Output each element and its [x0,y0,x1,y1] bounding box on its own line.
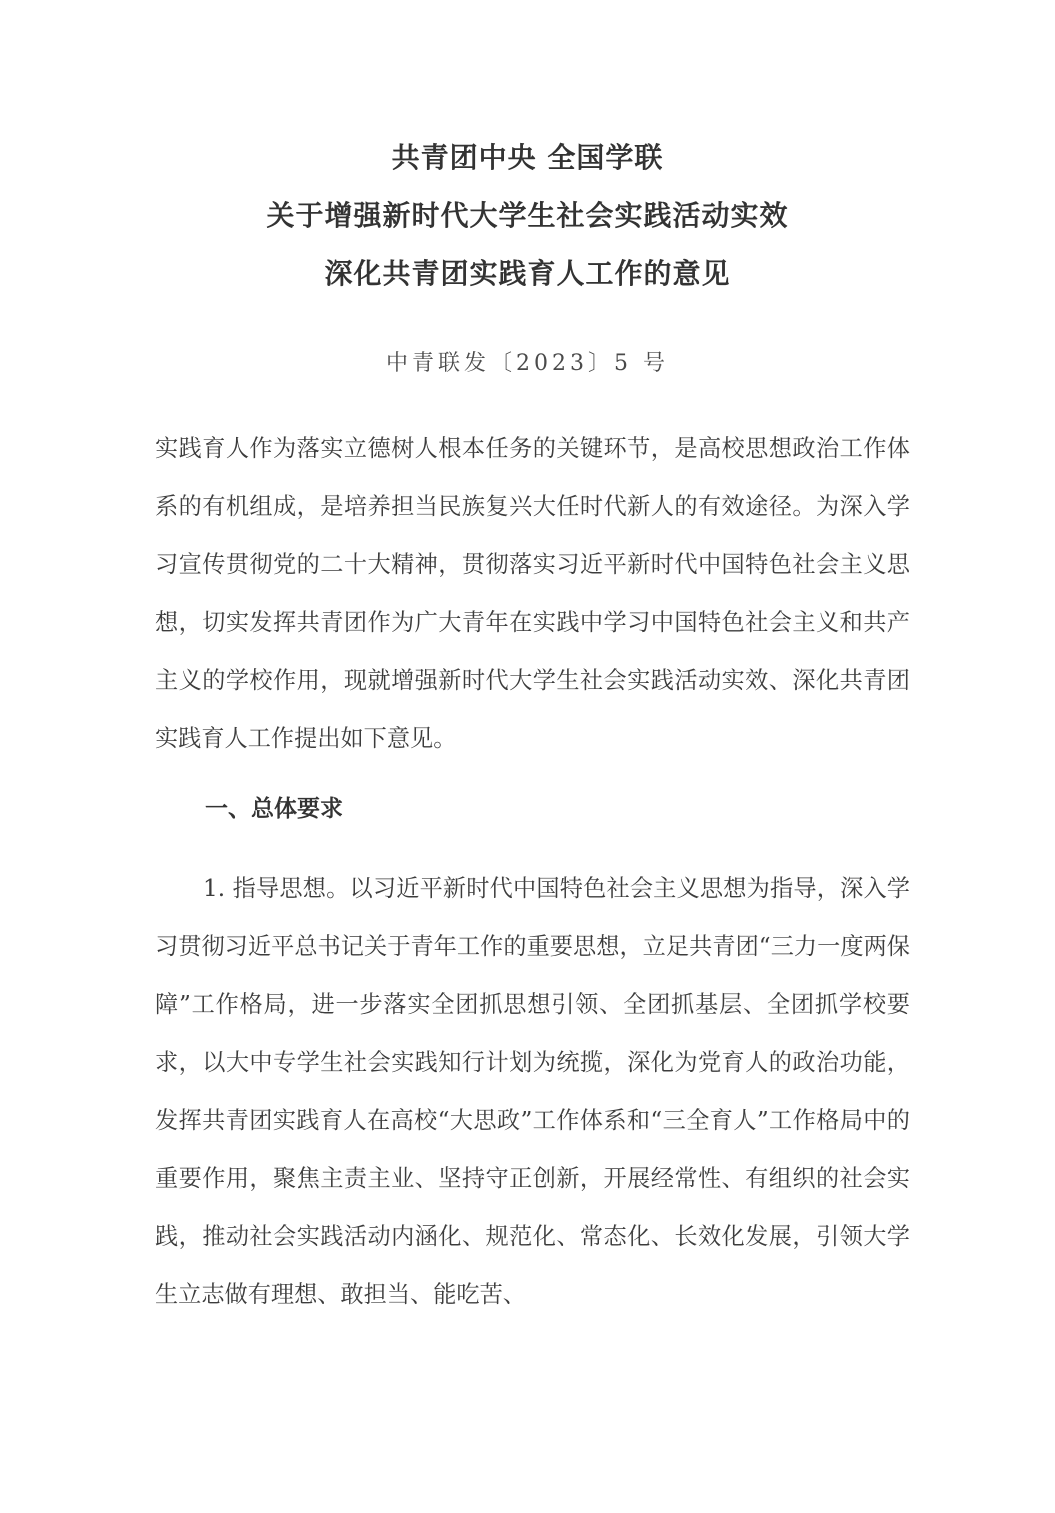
document-number: 中青联发〔2023〕5 号 [386,351,669,376]
intro-paragraph: 实践育人作为落实立德树人根本任务的关键环节，是高校思想政治工作体系的有机组成，是培养担当民族复兴大任时代新人的有效途径。为深入学习宣传贯彻党的二十大精神，贯彻落实习近平新时代中国特色社会主义思想，切实发挥共青团作为广大青年在实践中学习中国特色社会主义和共产主义的学校作用，现就增强新时代大学生社会实践活动实效、深化共青团实践育人工作提出如下意见。 [155,435,910,752]
title-line-1: 共青团中央 全国学联 [391,141,664,174]
guiding-ideology-paragraph: 1. 指导思想。以习近平新时代中国特色社会主义思想为指导，深入学习贯彻习近平总书记关于青年工作的重要思想，立足共青团“三力一度两保障”工作格局，进一步落实全团抓思想引领、全团抓基层、全团抓学校要求，以大中专学生社会实践知行计划为统揽，深化为党育人的政治功能，发挥共青团实践育人在高校“大思政”工作体系和“三全育人”工作格局中的重要作用，聚焦主责主业、坚持守正创新，开展经常性、有组织的社会实践，推动社会实践活动内涵化、规范化、常态化、长效化发展，引领大学生立志做有理想、敢担当、能吃苦、 [155,875,910,1308]
title-line-3: 深化共青团实践育人工作的意见 [324,257,731,290]
title-line-2: 关于增强新时代大学生社会实践活动实效 [266,199,789,232]
section-heading: 一、总体要求 [205,796,343,822]
